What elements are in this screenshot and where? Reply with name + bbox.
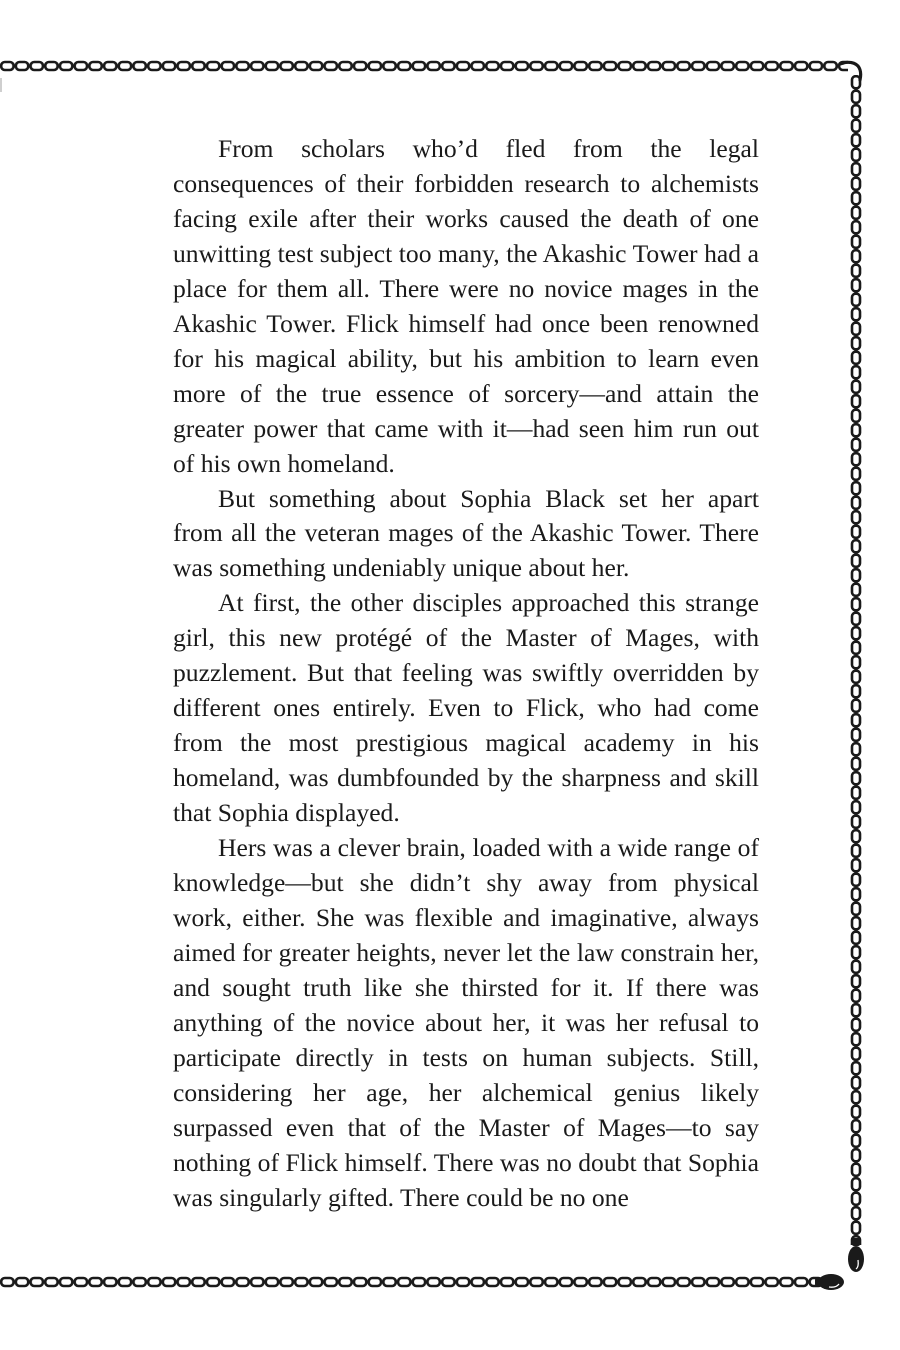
paragraph: From scholars who’d fled from the legal consequences of their forbidden research to alchemists facing exile after their works caused the death of one unwitting test subject too many, the Akashic Tower had a place for them all. There were no novice mages in the Akashic Tower. Flick himself had once been renowned for his magical ability, but his ambition to learn even more of the true essence of sorcery—and attain the greater power that came with it—had seen him run out of his own homeland. — [173, 134, 759, 478]
chain-weight-icon — [845, 1238, 867, 1274]
chain-border-right-icon — [849, 75, 863, 1245]
chain-border-top-icon — [0, 59, 848, 73]
paragraph: Hers was a clever brain, loaded with a wide range of knowledge—but she didn’t shy away from physical work, either. She was flexible and imaginative, always aimed for greater heights, never let the law constrain her, and sought truth like she thirsted for it. If there was anything of the novice about her, it was her refusal to participate directly in tests on human subjects. Still, considering her age, her alchemical genius likely surpassed even that of the Master of Mages—to say nothing of Flick himself. There was no doubt that Sophia was singularly gifted. There could be no one — [173, 833, 759, 1212]
chain-weight-icon — [815, 1272, 845, 1292]
page-edge-mark — [0, 78, 2, 92]
chain-border-bottom-icon — [0, 1275, 822, 1289]
paragraph: At first, the other disciples approached this strange girl, this new protégé of the Master of Mages, with puzzlement. But that feeling was swiftly overridden by different ones entirely. Even to Flick, who had come from the most prestigious magical academy in his homeland, was dumbfounded by the sharpness and skill that Sophia displayed. — [173, 588, 759, 828]
body-text — [173, 132, 759, 1216]
paragraph: But something about Sophia Black set her apart from all the veteran mages of the Akashic Tower. There was something undeniably unique about her. — [173, 483, 759, 583]
